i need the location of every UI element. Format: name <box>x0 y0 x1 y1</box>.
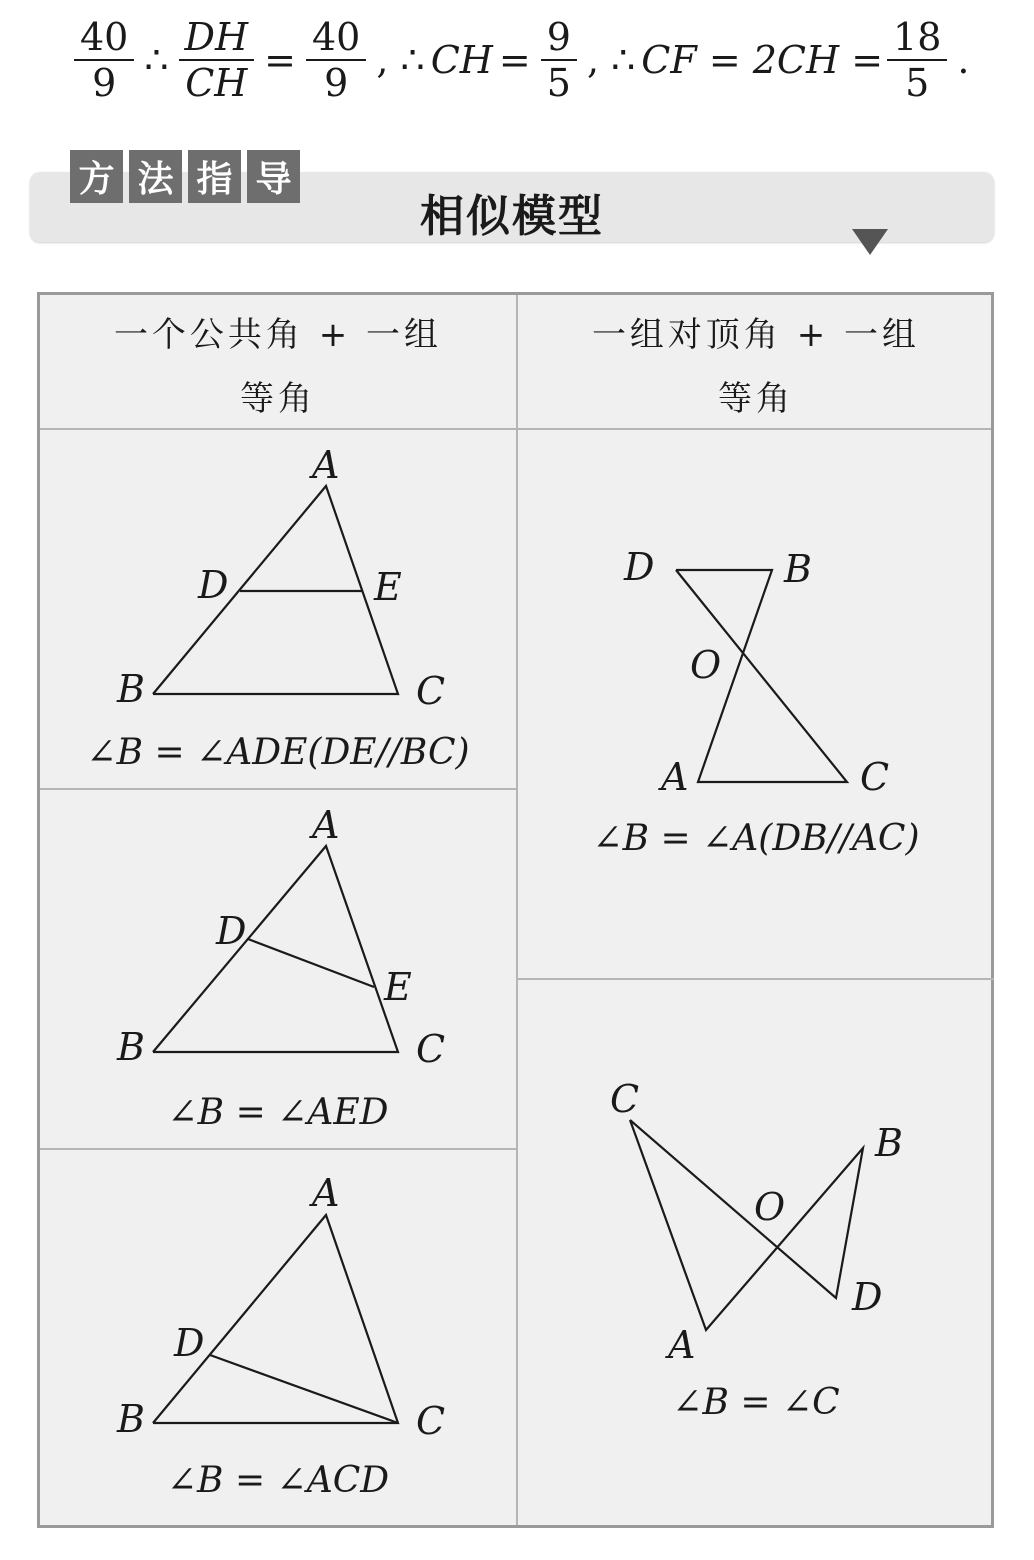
similarity-models-table <box>37 292 994 1528</box>
numerator: 40 <box>74 15 134 61</box>
numerator: 40 <box>306 15 366 61</box>
separator-therefore: , ∴ <box>376 38 425 82</box>
label-a: A <box>312 443 340 487</box>
label-c: C <box>610 1077 640 1121</box>
triangle-down-icon <box>852 229 888 255</box>
label-b: B <box>117 1025 145 1069</box>
equation-line <box>70 10 976 110</box>
label-d: D <box>216 909 247 953</box>
label-b: B <box>875 1121 903 1165</box>
cf-expression: CF = 2CH = <box>641 38 884 82</box>
caption-acd: ∠B = ∠ACD <box>166 1460 390 1501</box>
fraction-40-over-9 <box>74 15 134 105</box>
header-common-angle: 一个公共角 + 一组 等角 <box>113 315 443 419</box>
butterfly-diagram <box>518 980 994 1528</box>
fraction-9-over-5 <box>541 15 577 105</box>
label-d: D <box>198 563 229 607</box>
separator-therefore: , ∴ <box>586 38 636 82</box>
caption-parallel: ∠B = ∠ADE(DE//BC) <box>86 732 470 773</box>
label-c: C <box>416 1399 446 1443</box>
label-a: A <box>312 803 340 847</box>
denominator: 5 <box>905 61 930 105</box>
section-title: 相似模型 <box>420 191 604 242</box>
segment-cd <box>210 1355 398 1423</box>
denominator: 9 <box>92 61 117 105</box>
label-c: C <box>860 755 890 799</box>
hourglass-diagram <box>518 430 994 978</box>
label-c: C <box>416 669 446 713</box>
label-a: A <box>661 755 689 799</box>
tag-char: 指 <box>188 150 241 203</box>
label-e: E <box>374 565 402 609</box>
equals-sign: = <box>498 38 531 82</box>
label-d: D <box>624 545 655 589</box>
label-o: O <box>754 1185 786 1229</box>
caption-aed: ∠B = ∠AED <box>167 1092 389 1133</box>
fraction-18-over-5 <box>887 15 947 105</box>
label-b: B <box>784 547 812 591</box>
label-d: D <box>852 1275 883 1319</box>
ch-term: CH <box>430 38 493 82</box>
caption-hourglass: ∠B = ∠A(DB//AC) <box>592 818 920 859</box>
label-b: B <box>117 667 145 711</box>
fraction-40-over-9-b <box>306 15 366 105</box>
numerator: 18 <box>887 15 947 61</box>
label-o: O <box>690 643 722 687</box>
numerator: DH <box>179 15 255 61</box>
equals-sign: = <box>264 38 296 82</box>
label-d: D <box>174 1321 205 1365</box>
tag-char: 导 <box>247 150 300 203</box>
caption-butterfly: ∠B = ∠C <box>672 1382 840 1423</box>
numerator: 9 <box>541 15 577 61</box>
label-c: C <box>416 1027 446 1071</box>
label-e: E <box>384 965 412 1009</box>
label-b: B <box>117 1397 145 1441</box>
label-a: A <box>312 1171 340 1215</box>
triangle-abc <box>153 1215 398 1423</box>
label-a: A <box>668 1323 696 1367</box>
tag-char: 方 <box>70 150 123 203</box>
denominator: 9 <box>324 61 349 105</box>
fraction-dh-over-ch <box>179 15 255 105</box>
period: . <box>957 38 970 82</box>
denominator: 5 <box>546 61 571 105</box>
header-vertical-angle: 一组对顶角 + 一组 等角 <box>591 315 921 419</box>
therefore-symbol: ∴ <box>144 38 169 82</box>
denominator: CH <box>185 61 248 105</box>
butterfly-lines <box>630 1120 863 1330</box>
tag-char: 法 <box>129 150 182 203</box>
segment-de <box>248 939 374 987</box>
